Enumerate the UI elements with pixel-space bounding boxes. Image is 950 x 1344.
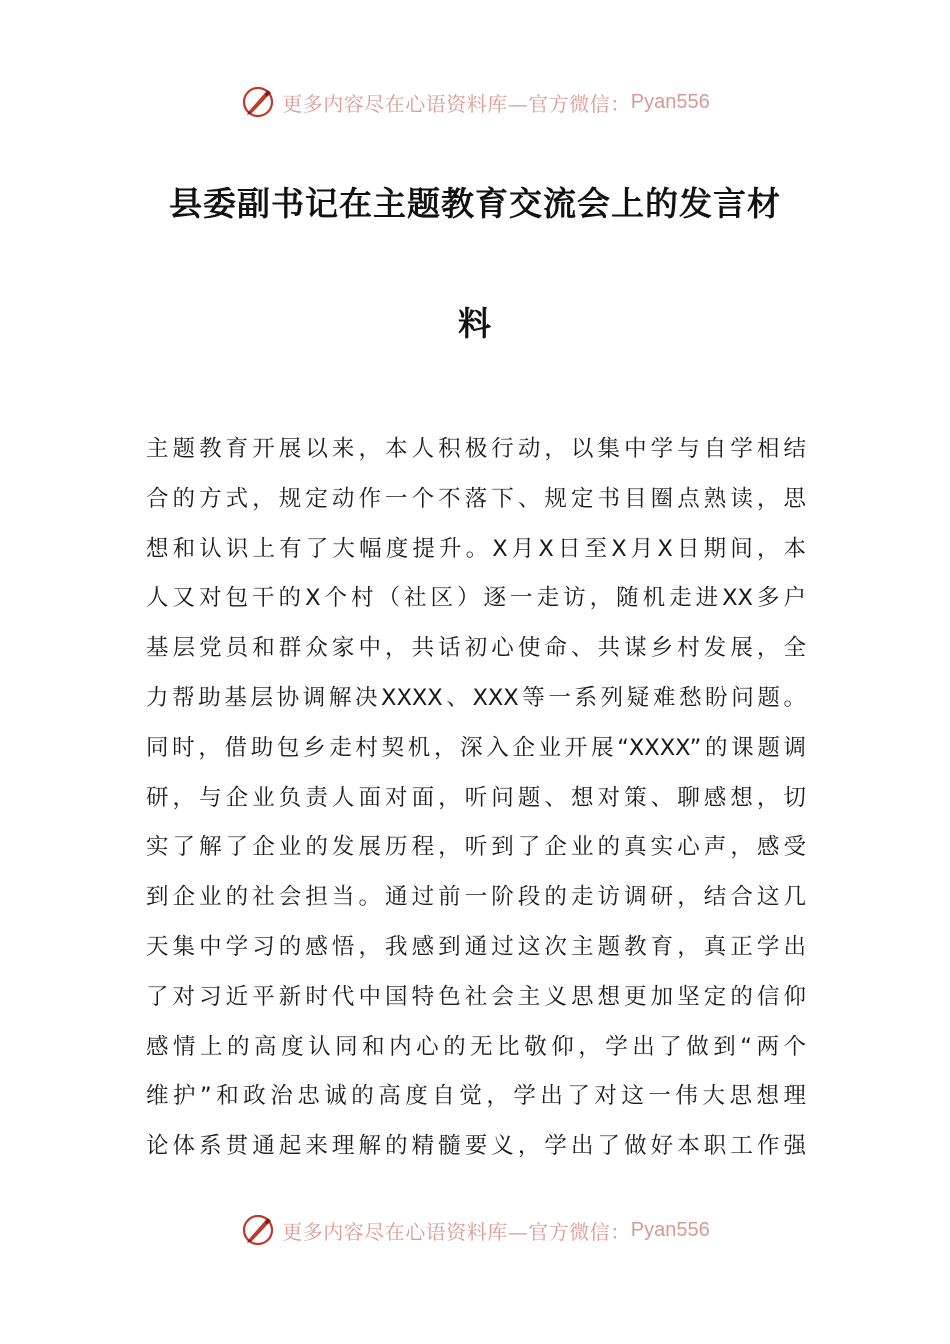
watermark-text: 更多内容尽在心语资料库—官方微信：: [282, 91, 631, 116]
body-line: 想和认识上有了大幅度提升。X月X日至X月X日期间，本: [146, 535, 806, 562]
body-line: 实了解了企业的发展历程，听到了企业的真实心声，感受: [146, 834, 806, 861]
header-watermark: [0, 82, 950, 122]
watermark-wechat-id: Pyan556: [630, 90, 710, 113]
footer-watermark: [0, 1210, 950, 1250]
document-title-line-1: 县委副书记在主题教育交流会上的发言材: [169, 184, 781, 223]
watermark-wechat-id: Pyan556: [630, 1218, 710, 1241]
body-line: 到企业的社会担当。通过前一阶段的走访调研，结合这几: [146, 884, 806, 911]
body-line: 了对习近平新时代中国特色社会主义思想更加坚定的信仰: [146, 983, 806, 1010]
pen-logo-icon: [240, 84, 276, 120]
document-body: [146, 425, 806, 1172]
body-line: 合的方式，规定动作一个不落下、规定书目圈点熟读，思: [146, 485, 806, 512]
body-line: 感情上的高度认同和内心的无比敬仰，学出了做到“两个: [146, 1033, 806, 1060]
body-line: 基层党员和群众家中，共话初心使命、共谋乡村发展，全: [146, 635, 806, 662]
pen-logo-icon: [240, 1212, 276, 1248]
body-line: 力帮助基层协调解决XXXX、XXX等一系列疑难愁盼问题。: [146, 684, 806, 711]
body-line: 论体系贯通起来理解的精髓要义，学出了做好本职工作强: [146, 1133, 806, 1160]
watermark-text: 更多内容尽在心语资料库—官方微信：: [282, 1219, 631, 1244]
body-line: 天集中学习的感悟，我感到通过这次主题教育，真正学出: [146, 933, 806, 960]
document-title-line-2: 料: [458, 304, 492, 343]
body-line: 主题教育开展以来，本人积极行动，以集中学与自学相结: [146, 436, 806, 462]
body-line: 研，与企业负责人面对面，听问题、想对策、聊感想，切: [146, 784, 806, 811]
body-line: 人又对包干的X个村（社区）逐一走访，随机走进XX多户: [146, 585, 806, 612]
body-line: 同时，借助包乡走村契机，深入企业开展“XXXX”的课题调: [146, 734, 806, 761]
body-line: 维护”和政治忠诚的高度自觉，学出了对这一伟大思想理: [146, 1083, 806, 1110]
